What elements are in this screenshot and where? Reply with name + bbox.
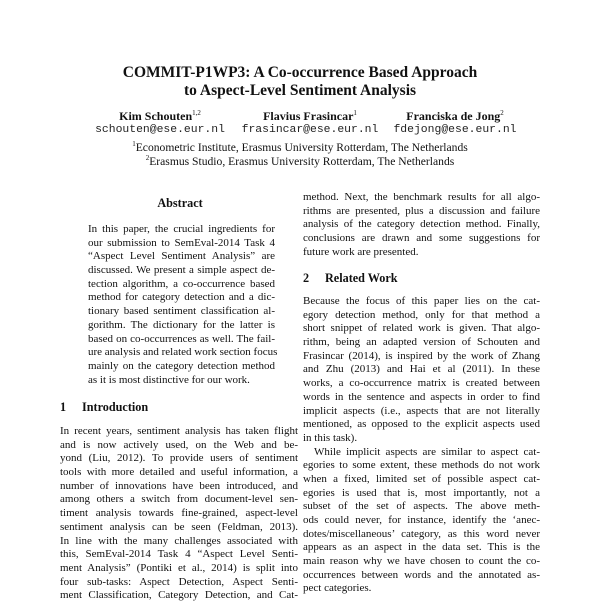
text-line: sentiment analysis can be seen (Feldman, 2013). <box>60 520 298 533</box>
text-line: mentioned, as opposed to the explicit aspects used <box>303 418 540 431</box>
text-line: In recent years, sentiment analysis has taken flight <box>60 425 298 437</box>
author-name: Franciska de Jong$^2$ <box>406 109 504 123</box>
text-line: ment Classification, Category Detection, and Cat- <box>60 589 298 602</box>
text-line: Frasincar (2014), is inspired by the work of Zhang <box>303 349 540 362</box>
text-line: egories to some extent, these methods do not work <box>303 459 540 472</box>
text-line: based on co-occurrences as well. The fail- <box>88 332 275 345</box>
title-line-1: COMMIT-P1WP3: A Co-occurrence Based Approach <box>122 64 478 81</box>
text-line: works, a co-occurrence matrix is created between <box>303 377 540 390</box>
text-line: egory detection method, only for that method a <box>303 308 540 321</box>
introduction-continued <box>303 191 540 259</box>
text-line: four sub-tasks: Aspect Detection, Aspect Senti- <box>60 575 298 588</box>
author-name: Flavius Frasincar$^1$ <box>263 109 357 123</box>
affiliation: $^2$Erasmus Studio, Erasmus University Rotterdam, The Netherlands <box>145 154 455 168</box>
text-line: and is now actively used, on the Web and be- <box>60 438 298 451</box>
abstract-body <box>88 223 278 387</box>
text-line: in this task). <box>303 431 358 444</box>
text-line: mainly on the category detection method <box>88 359 275 372</box>
text-line: egories is used that is, most importantly, not a <box>303 486 540 499</box>
abstract-heading: Abstract <box>157 196 203 210</box>
text-line: this, SemEval-2014 Task 4 “Aspect Level Senti- <box>60 548 298 561</box>
text-line: ure analysis and related work section focus <box>88 346 278 359</box>
affiliation: $^1$Econometric Institute, Erasmus University Rotterdam, The Netherlands <box>132 140 468 154</box>
text-line: timent analysis towards fine-grained, aspect-level <box>60 507 298 520</box>
text-line: discussed. We present a simple aspect de- <box>88 264 275 277</box>
text-line: short snippet of related work is given. That algo- <box>303 322 540 335</box>
author-email: schouten@ese.eur.nl <box>95 124 225 136</box>
text-line: subset of the set of aspects. The above meth- <box>303 500 540 513</box>
text-line: In this paper, the crucial ingredients for <box>88 223 275 235</box>
author-email: frasincar@ese.eur.nl <box>241 124 379 136</box>
section-heading-introduction: 1 Introduction <box>60 400 149 414</box>
text-line: tools with more detailed and useful information, a <box>60 466 298 479</box>
text-line: yond (Liu, 2012). To provide users of sentiment <box>60 452 298 465</box>
text-line: implicit aspects (i.e., aspects that are not literally <box>303 404 540 417</box>
text-line: In line with the many challenges associated with <box>60 534 298 547</box>
text-line: “Aspect Level Sentiment Analysis” are <box>88 250 275 263</box>
text-line: among others a switch from document-level sen- <box>60 493 298 506</box>
text-line: occurrences between words and the annotated as- <box>303 568 540 581</box>
section-heading-related-work: 2 Related Work <box>303 271 398 285</box>
text-line: as it is most distinctive for our work. <box>88 373 250 386</box>
title-line-2: to Aspect-Level Sentiment Analysis <box>183 82 417 99</box>
text-line: Because the focus of this paper lies on the cat- <box>303 295 540 307</box>
text-line: words in the sentence and aspects in order to find <box>303 390 540 403</box>
text-line: ment Analysis” (Pontiki et al., 2014) is split into <box>60 561 298 574</box>
text-line: dotes/miscellaneous’ category, as this word never <box>303 527 540 540</box>
text-line: pect categories. <box>303 582 372 595</box>
text-line: analysis of the category detection method. Finally, <box>303 218 540 231</box>
text-line: appears as an aspect in the data set. This is the <box>303 541 540 554</box>
related-work-body <box>303 295 540 596</box>
text-line: rithms are presented, plus a discussion and failure <box>303 204 540 217</box>
paper-title <box>0 64 600 100</box>
text-line: tection algorithm, a co-occurrence based <box>88 277 275 290</box>
text-line: our submission to SemEval-2014 Task 4 <box>88 236 275 249</box>
text-line: method. Next, the benchmark results for all algo- <box>303 191 540 203</box>
text-line: and Zhu (2013) and Hai et al (2011). In these <box>303 363 540 376</box>
text-line: gorithm. The dictionary for the latter is <box>88 318 275 331</box>
text-line: While implicit aspects are similar to aspect cat- <box>314 445 540 458</box>
author-name: Kim Schouten$^{1,2}$ <box>119 109 201 123</box>
text-line: rithm, being an adapted version of Schouten and <box>303 336 540 349</box>
text-line: main reason why we have chosen to count the co- <box>303 555 540 568</box>
text-line: method for category detection and a dic- <box>88 291 275 304</box>
text-line: number of innovations have been introduced, and <box>60 479 298 492</box>
author-email: fdejong@ese.eur.nl <box>393 124 517 136</box>
text-line: ods could never, for instance, identify the ‘anec- <box>303 514 540 526</box>
introduction-body <box>60 425 298 603</box>
text-line: when a fixed, limited set of possible aspect cat- <box>303 472 540 485</box>
text-line: tionary based sentiment classification al- <box>88 305 275 318</box>
text-line: conclusions are drawn and some suggestions for <box>303 232 540 245</box>
text-line: future work are presented. <box>303 245 419 258</box>
